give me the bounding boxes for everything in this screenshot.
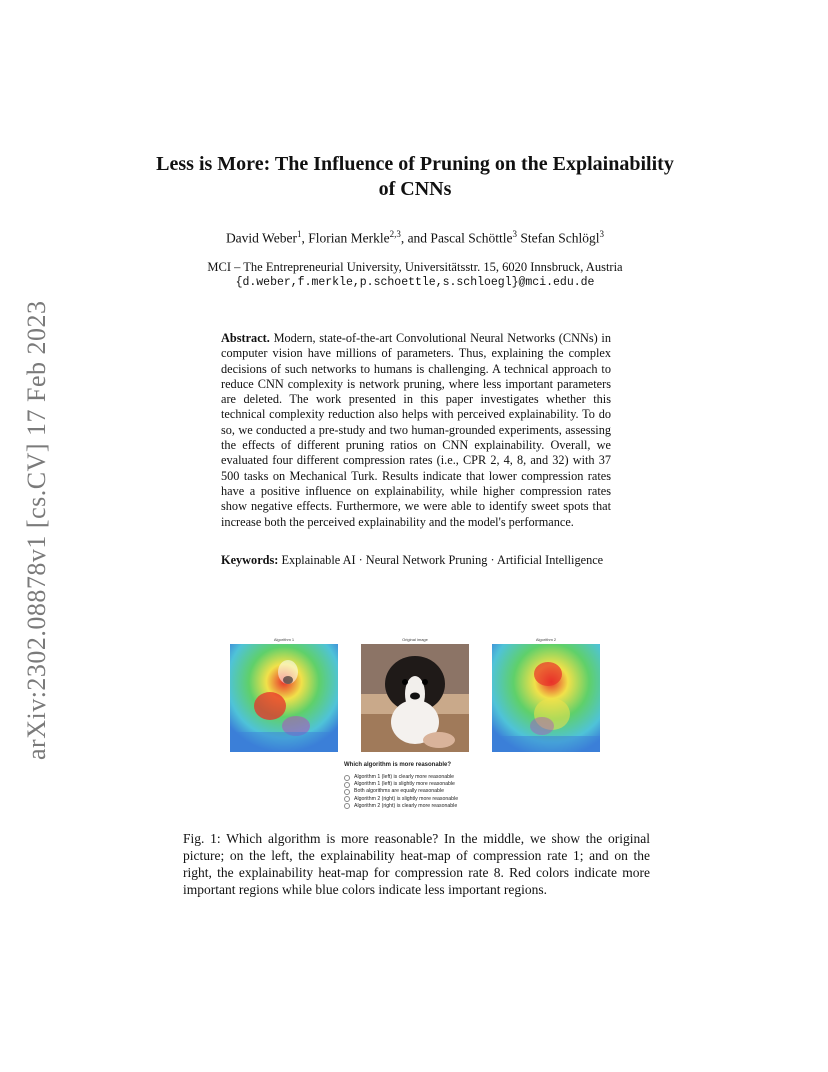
author-affiliation-mark: 3 [512, 229, 518, 239]
panel-title-middle: Original image [402, 637, 428, 642]
author-name: and Pascal Schöttle [407, 230, 513, 246]
author-emails: {d.weber,f.merkle,p.schoettle,s.schloegl}@mci.edu.de [235, 276, 595, 289]
radio-icon [344, 782, 350, 788]
abstract-text: Modern, state-of-the-art Convolutional Neural Networks (CNNs) in computer vision have millions of parameters. Thus, explaining the complex decisions of such networks to humans is challenging. A technical approach to reduce CNN complexity is network pruning, where less important parameters are deleted. The work presented in this paper investigates whether this technical complexity reduction also helps with perceived explainability. To do so, we conducted a pre-study and two human-grounded experiments, assessing the effects of different pruning ratios on CNN explainability. Overall, we evaluated four different compression rates (i.e., CPR 2, 4, 8, and 32) with 37 500 tasks on Mechanical Turk. Results indicate that lower compression rates have a positive influence on explainability, while higher compression rates show negative effects. Furthermore, we were able to identify sweet spots that increase both the perceived explainability and the model's performance. [221, 331, 611, 529]
author-affiliation-mark: 1 [296, 229, 302, 239]
survey-option-label: Algorithm 2 (right) is slightly more reasonable [354, 795, 459, 802]
abstract-label: Abstract. [221, 331, 270, 345]
heatmap-left-image [230, 644, 338, 752]
survey-option [344, 796, 514, 803]
arxiv-identifier: arXiv:2302.08878v1 [cs.CV] 17 Feb 2023 [22, 300, 51, 760]
author-name: Florian Merkle [308, 230, 390, 246]
heatmap-panel-right [490, 636, 602, 752]
survey-option-label: Algorithm 2 (right) is clearly more reasonable [354, 802, 458, 809]
paper-title: Less is More: The Influence of Pruning on the Explainability of CNNs [156, 153, 674, 200]
abstract [221, 331, 611, 530]
survey-option [344, 803, 514, 810]
affiliation-block [150, 259, 680, 291]
affiliation-address: MCI – The Entrepreneurial University, Universitätsstr. 15, 6020 Innsbruck, Austria [207, 260, 623, 274]
keywords [221, 553, 611, 568]
survey-option [344, 781, 514, 788]
survey-question: Which algorithm is more reasonable? [344, 762, 452, 768]
author-name: David Weber [225, 230, 297, 246]
heatmap-right-image [492, 644, 600, 752]
keywords-label: Keywords: [221, 553, 279, 567]
author-affiliation-mark: 3 [599, 229, 605, 239]
keywords-text: Explainable AI · Neural Network Pruning · Artificial Intelligence [281, 553, 604, 567]
survey-option-label: Algorithm 1 (left) is clearly more reasonable [354, 774, 455, 780]
survey-option-label: Both algorithms are equally reasonable [354, 788, 444, 795]
author-affiliation-mark: 2,3 [389, 229, 401, 239]
radio-icon [344, 803, 350, 809]
panel-title-right: Algorithm 2 [535, 637, 557, 642]
radio-icon [344, 775, 350, 781]
dog-photo [361, 644, 469, 752]
survey-option [344, 774, 514, 781]
author-name: Stefan Schlögl [520, 230, 600, 246]
author-list: David Weber$^1$, Florian Merkle$^{2,3}$, and Pascal Schöttle$^3$ Stefan Schlögl$^3$ [225, 229, 605, 246]
survey-option-label: Algorithm 1 (left) is slightly more reasonable [354, 781, 455, 788]
figure-caption: Fig. 1: Which algorithm is more reasonable? In the middle, we show the original picture; on the left, the explainability heat-map of compression rate 1; and on the right, the explainability heat-map for compression rate 8. Red colors indicate more important regions while blue colors indicate less important regions. [183, 831, 650, 897]
survey-question-block [344, 762, 514, 810]
survey-option [344, 788, 514, 795]
radio-icon [344, 796, 350, 802]
heatmap-panel-left [228, 636, 340, 752]
radio-icon [344, 789, 350, 795]
figure-1 [150, 636, 680, 826]
original-image-panel [359, 636, 471, 752]
panel-title-left: Algorithm 1 [273, 637, 295, 642]
